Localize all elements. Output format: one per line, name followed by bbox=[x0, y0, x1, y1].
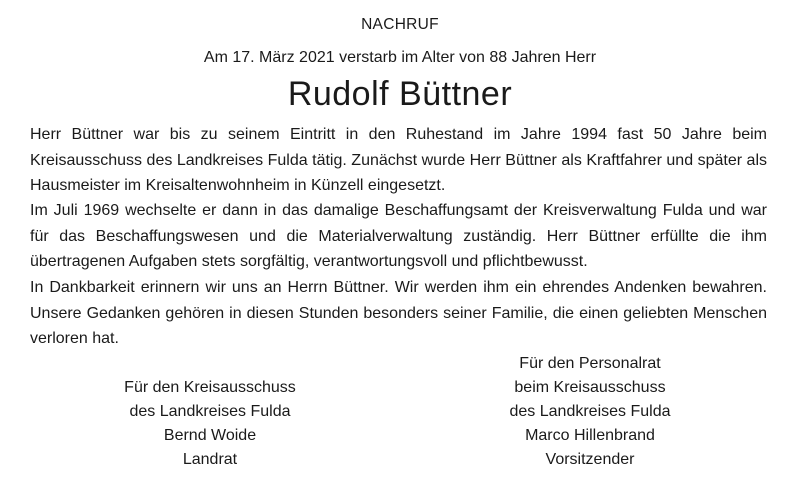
signature-org-line: des Landkreises Fulda bbox=[509, 403, 671, 420]
signature-org-line: Für den Personalrat bbox=[519, 355, 661, 372]
deceased-name: Rudolf Büttner bbox=[287, 75, 513, 113]
paragraph-procurement: Im Juli 1969 wechselte er dann in das damalige Beschaffungsamt der Kreisverwaltung Fulda und war für das Beschaffungswesen und die Materialverwaltung zuständig. Herr Büttner erfüllte die ihm übertragenen Aufgaben stets sorgfältig, verantwortungsvoll und pflichtbewusst. bbox=[30, 202, 767, 270]
intro-line: Am 17. März 2021 verstarb im Alter von 88 Jahren Herr bbox=[203, 49, 597, 66]
signatory-name: Marco Hillenbrand bbox=[525, 427, 655, 444]
signature-personalrat bbox=[475, 352, 705, 472]
notice-heading: NACHRUF bbox=[361, 16, 439, 33]
signature-kreisausschuss bbox=[100, 376, 320, 472]
signature-org-line: beim Kreisausschuss bbox=[514, 379, 666, 396]
signatory-name: Bernd Woide bbox=[163, 427, 257, 444]
signatory-title: Landrat bbox=[182, 451, 238, 468]
paragraph-gratitude: In Dankbarkeit erinnern wir uns an Herrn Büttner. Wir werden ihm ein ehrendes Andenken bewahren. Unsere Gedanken gehören in diesen Stunden besonders seiner Familie, die einen geliebten Menschen verloren hat. bbox=[30, 279, 767, 347]
paragraph-career: Herr Büttner war bis zu seinem Eintritt in den Ruhestand im Jahre 1994 fast 50 Jahre beim Kreisausschuss des Landkreises Fulda tätig. Zunächst wurde Herr Büttner als Kraftfahrer und später als Hausmeister im Kreisaltenwohnheim in Künzell eingesetzt. bbox=[30, 126, 767, 194]
signature-org-line: des Landkreises Fulda bbox=[129, 403, 291, 420]
signatory-title: Vorsitzender bbox=[545, 451, 635, 468]
signature-org-line: Für den Kreisausschuss bbox=[124, 379, 296, 396]
